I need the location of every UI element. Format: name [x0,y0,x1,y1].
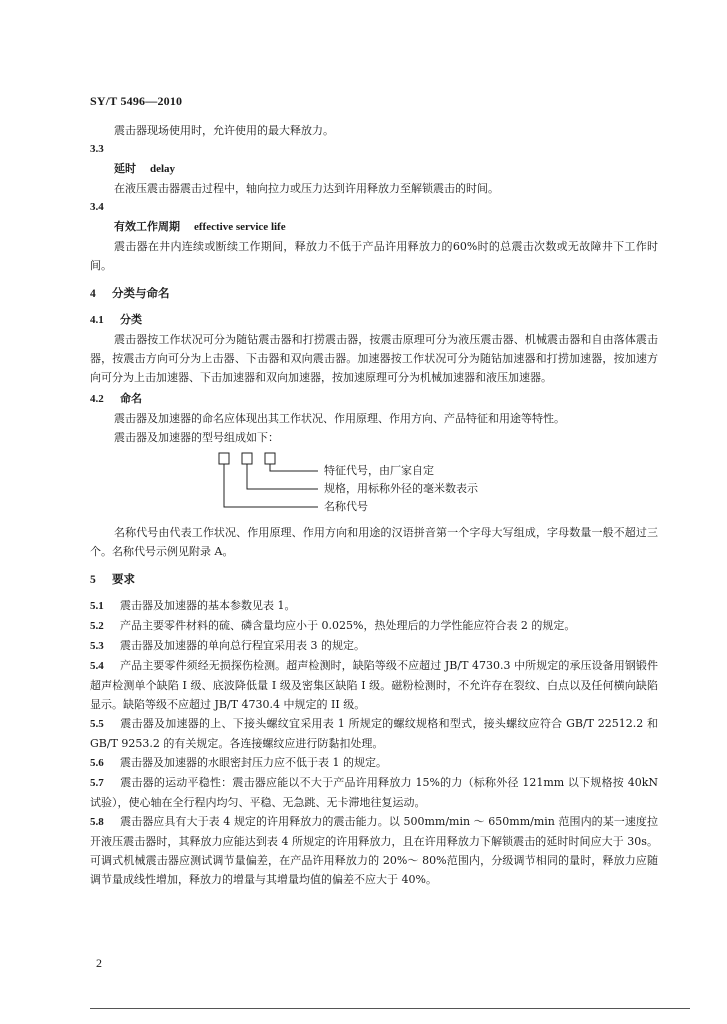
section-title-4: 分类与命名 [112,286,170,300]
requirement-number: 5.8 [90,816,104,828]
naming-paragraph-3: 名称代号由代表工作状况、作用原理、作用方向和用途的汉语拼音第一个字母大写组成，字母数量一般不超过三个。名称代号示例见附录 A。 [90,526,658,558]
naming-paragraph-1: 震击器及加速器的命名应体现出其工作状况、作用原理、作用方向、产品特征和用途等特性。 [114,412,565,425]
requirement-number: 5.4 [90,660,104,672]
standard-code-header: SY/T 5496—2010 [90,94,183,108]
clause-number-3-3: 3.3 [90,143,104,155]
requirement-5-1 [90,596,658,616]
classification-paragraph: 震击器按工作状况可分为随钻震击器和打捞震击器，按震击原理可分为液压震击器、机械震击器和自由落体震击器，按震击方向可分为上击器、下击器和双向震击器。加速器按工作状况可分为随钻加速器和打捞加速器，按加速方向可分为上击加速器、下击加速器和双向加速器，按加速原理可分为机械加速器和液压加速器。 [90,333,658,384]
requirement-text: 震击器及加速器的水眼密封压力应不低于表 1 的规定。 [120,756,387,769]
section-heading-5 [90,570,658,590]
requirement-5-4 [90,656,658,714]
box-2 [242,453,252,464]
requirement-number: 5.3 [90,640,104,652]
subsection-heading-4-1 [90,310,658,330]
term-cn-3-4: 有效工作周期 [114,220,180,233]
requirement-5-5 [90,714,658,753]
requirement-number: 5.2 [90,620,104,632]
term-en-3-4: effective service life [194,221,286,233]
model-number-diagram [90,449,658,519]
box-1 [219,453,229,464]
requirement-5-2 [90,616,658,636]
naming-paragraph-2: 震击器及加速器的型号组成如下： [114,431,279,444]
page-number: 2 [96,956,102,970]
requirement-text: 产品主要零件须经无损探伤检测。超声检测时，缺陷等级不应超过 JB/T 4730.3 中所规定的承压设备用钢锻件超声检测单个缺陷 I 级、底波降低量 I 级及密集区缺陷 I 级。磁粉检测时，不允许存在裂纹、白点以及任何横向缺陷显示。缺陷等级不应超过 JB/T 4730.4 中规定的 II 级。 [90,659,658,711]
requirement-number: 5.1 [90,600,104,612]
subsection-number-4-1: 4.1 [90,314,104,326]
requirement-number: 5.5 [90,718,104,730]
diagram-label-feature-code: 特征代号，由厂家自定 [324,464,434,477]
clause-number-3-4: 3.4 [90,201,104,213]
term-cn-3-3: 延时 [114,162,136,175]
requirement-text: 震击器及加速器的单向总行程宜采用表 3 的规定。 [120,639,365,652]
requirement-text: 震击器的运动平稳性：震击器应能以不大于产品许用释放力 15%的力（标称外径 121mm 以下规格按 40kN 试验），使心轴在全行程内均匀、平稳、无急跳、无卡滞地往复运动。 [90,776,658,809]
diagram-label-name-code: 名称代号 [324,500,368,513]
requirement-text: 产品主要零件材料的硫、磷含量均应小于 0.025%，热处理后的力学性能应符合表 2 的规定。 [120,619,576,632]
subsection-title-4-2: 命名 [120,392,142,405]
subsection-title-4-1: 分类 [120,313,142,326]
requirement-5-8 [90,812,658,889]
box-3 [265,453,275,464]
requirement-text: 震击器及加速器的基本参数见表 1。 [120,599,296,612]
definition-3-4: 震击器在井内连续或断续工作期间，释放力不低于产品许用释放力的60%时的总震击次数或无故障井下工作时间。 [90,240,658,272]
term-3-4 [114,217,658,237]
section-title-5: 要求 [112,572,135,586]
diagram-label-specification: 规格，用标称外径的毫米数表示 [324,482,478,495]
leader-line-3 [224,464,318,507]
section-heading-4 [90,284,658,304]
term-en-3-3: delay [150,163,176,175]
page-content [90,121,658,889]
requirement-5-3 [90,636,658,656]
definition-3-3: 在液压震击器震击过程中，轴向拉力或压力达到许用释放力至解锁震击的时间。 [114,182,499,195]
subsection-number-4-2: 4.2 [90,393,104,405]
term-3-3 [114,159,658,179]
bottom-rule [90,1008,690,1009]
subsection-heading-4-2 [90,389,658,409]
requirement-number: 5.7 [90,777,104,789]
section-number-5: 5 [90,574,96,586]
requirement-5-6 [90,753,658,773]
requirement-number: 5.6 [90,757,104,769]
intro-paragraph: 震击器现场使用时，允许使用的最大释放力。 [114,124,334,137]
section-number-4: 4 [90,288,96,300]
requirement-5-7 [90,773,658,812]
leader-line-1 [270,464,318,471]
requirement-text: 震击器及加速器的上、下接头螺纹宜采用表 1 所规定的螺纹规格和型式，接头螺纹应符合 GB/T 22512.2 和 GB/T 9253.2 的有关规定。各连接螺纹应进行防黏扣处理。 [90,717,658,750]
requirement-text: 震击器应具有大于表 4 规定的许用释放力的震击能力。以 500mm/min ～ 650mm/min 范围内的某一速度拉开液压震击器时，其释放力应能达到表 4 所规定的许用释放力，且在许用释放力下解锁震击的延时时间应大于 30s。可调式机械震击器应测试调节量偏差，在产品许用释放力的 20%～ 80%范围内，分级调节相同的量时，释放力应随调节量成线性增加，释放力的增量与其增量均值的偏差不应大于 40%。 [90,815,658,886]
leader-line-2 [247,464,318,489]
